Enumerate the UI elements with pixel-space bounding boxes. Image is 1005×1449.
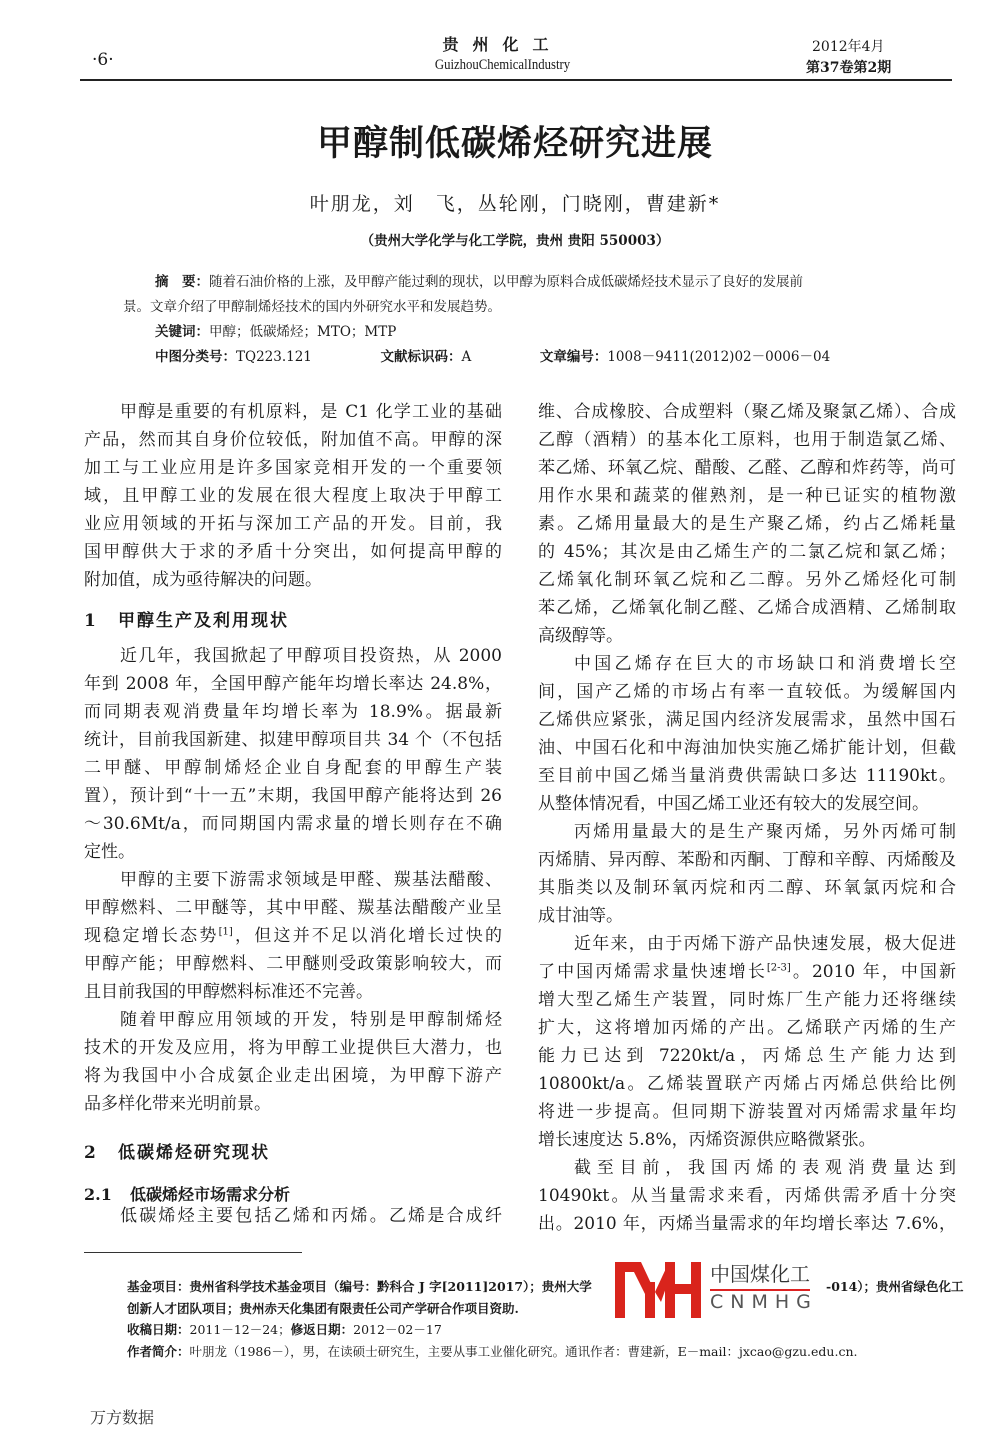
paragraph: [538, 1154, 956, 1238]
text-line: 增大型乙烯生产装置，同时炼厂生产能力还将继续: [538, 990, 956, 1010]
text-line: 成甘油等。: [538, 906, 623, 926]
text-line: 出。2010 年，丙烯当量需求的年均增长率达 7.6%，: [538, 1214, 956, 1234]
right-column: [538, 398, 956, 1238]
text-line: 间，国产乙烯的市场占有率一直较低。为缓解国内: [538, 682, 956, 702]
text-line: 增长速度达 5.8%，丙烯资源供应略微紧张。: [538, 1130, 876, 1150]
text-line: 甲醇是重要的有机原料，是 C1 化学工业的基础: [120, 402, 502, 422]
text-line: 油、中国石化和中海油加快实施乙烯扩能计划，但截: [538, 738, 956, 758]
citation[interactable]: [2-3]: [766, 962, 791, 974]
abstract: [123, 270, 913, 370]
text-line: 乙烯供应紧张，满足国内经济发展需求，虽然中国石: [538, 710, 956, 730]
text-line: 10490kt。从当量需求来看，丙烯供需矛盾十分突: [538, 1186, 956, 1206]
text-line: 而同期表观消费量年均增长率为 18.9%。据最新: [84, 702, 502, 722]
text-line: 扩大，这将增加丙烯的产出。乙烯联产丙烯的生产: [538, 1018, 956, 1038]
doc-code: A: [461, 349, 472, 365]
text-line: 高级醇等。: [538, 626, 623, 646]
paragraph: [538, 818, 956, 930]
citation[interactable]: [1]: [218, 926, 233, 938]
section-heading-2: 2 低碳烯烃研究现状: [84, 1143, 270, 1163]
journal-name-cn: 贵州化工: [442, 35, 563, 54]
paragraph: [538, 650, 956, 818]
paragraph: [538, 398, 956, 650]
paragraph: 低碳烯烃主要包括乙烯和丙烯。乙烯是合成纤: [120, 1206, 502, 1226]
article-no-label: 文章编号：: [539, 349, 608, 365]
text-line: 二甲醚、甲醇制烯烃企业自身配套的甲醇生产装: [84, 758, 502, 778]
journal-name-en: GuizhouChemicalIndustry: [434, 57, 571, 73]
text-line: 加工与工业应用是许多国家竞相开发的一个重要领: [84, 458, 502, 478]
text-line: 业应用领域的开拓与深加工产品的开发。目前，我: [84, 514, 502, 534]
text-line: 用作水果和蔬菜的催熟剂，是一种已证实的植物激: [538, 486, 956, 506]
text-line: 国甲醇供大于求的矛盾十分突出，如何提高甲醇的: [84, 542, 502, 562]
text-line: 乙醇（酒精）的基本化工原料，也用于制造氯乙烯、: [538, 430, 956, 450]
page-number: ·6·: [92, 50, 114, 70]
keywords-label: 关键词：: [155, 324, 209, 340]
text-line: 从整体情况看，中国乙烯工业还有较大的发展空间。: [538, 794, 929, 814]
abstract-text-cont: 景。文章介绍了甲醇制烯烃技术的国内外研究水平和发展趋势。: [123, 299, 501, 315]
text-line: 产品，然而其自身价位较低，附加值不高。甲醇的深: [84, 430, 502, 450]
doc-code-label: 文献标识码：: [380, 349, 462, 365]
text-line: 素。乙烯用量最大的是生产聚乙烯，约占乙烯耗量: [538, 514, 956, 534]
text-line: 年到 2008 年，全国甲醇产能年均增长率达 24.8%，: [84, 674, 502, 694]
paragraph: [84, 398, 502, 594]
footnote-fund-cont: 创新人才团队项目；贵州赤天化集团有限责任公司产学研合作项目资助.: [127, 1301, 519, 1316]
footnote-dates: 收稿日期：2011－12－24；修返日期：2012－02－17: [127, 1322, 442, 1337]
issue-date: 2012年4月: [812, 39, 885, 55]
text-line: 的 45%；其次是由乙烯生产的二氯乙烷和氯乙烯；: [538, 542, 956, 562]
text-line: 将为我国中小合成氨企业走出困境，为甲醇下游产: [84, 1066, 502, 1086]
header-rule: [80, 79, 952, 81]
text-line: 近几年，我国掀起了甲醇项目投资热，从 2000: [120, 646, 502, 666]
issue-volume: 第37卷第2期: [806, 60, 892, 76]
text-line: 中国乙烯存在巨大的市场缺口和消费增长空: [574, 654, 956, 674]
text-line: 苯乙烯、环氧乙烷、醋酸、乙醛、乙醇和炸药等，尚可: [538, 458, 956, 478]
text-line: 置），预计到“十一五”末期，我国甲醇产能将达到 26: [84, 786, 502, 806]
text-line: 苯乙烯，乙烯氧化制乙醛、乙烯合成酒精、乙烯制取: [538, 598, 956, 618]
paragraph: [84, 642, 502, 866]
left-column: [84, 398, 502, 1230]
text-line: ～30.6Mt/a，而同期国内需求量的增长则存在不确: [84, 814, 502, 834]
cnmhg-watermark-logo: 中国煤化工 CNMHG: [615, 1258, 820, 1320]
text-line: 维、合成橡胶、合成塑料（聚乙烯及聚氯乙烯）、合成: [538, 402, 956, 422]
abstract-text: 随着石油价格的上涨，及甲醇产能过剩的现状，以甲醇为原料合成低碳烯烃技术显示了良好的发展前: [209, 274, 803, 290]
logo-mark-icon: [615, 1262, 703, 1318]
section-heading-1: 1 甲醇生产及利用现状: [84, 611, 289, 631]
text-line: 统计，目前我国新建、拟建甲醇项目共 34 个（不包括: [84, 730, 502, 750]
article-authors: 叶朋龙，刘 飞，丛轮刚，门晓刚，曹建新*: [309, 193, 721, 215]
footnote-fund-tail: -014）；贵州省绿色化工: [826, 1279, 964, 1294]
clc-number: TQ223.121: [236, 349, 312, 365]
paragraph: 近年来，由于丙烯下游产品快速发展，极大促进 了中国丙烯需求量快速增长[2-3]。2010 年，中国新 增大型乙烯生产装置，同时炼厂生产能力还将继续 扩大，这将增加丙烯的产出。乙烯联产丙烯的生产 能力已达到 7220kt/a，丙烯总生产能力达到 10800kt/a。乙烯装置联产丙烯占丙烯总供给比例 将进一步提高。但同期下游装置对丙烯需求量年均 增长速度达 5.8%，丙烯资源供应略微紧张。: [538, 930, 956, 1154]
text-line: 能力已达到 7220kt/a，丙烯总生产能力达到: [538, 1046, 956, 1066]
clc-label: 中图分类号：: [155, 349, 236, 365]
text-line: 将进一步提高。但同期下游装置对丙烯需求量年均: [538, 1102, 956, 1122]
text-line: 其脂类以及制环氧丙烷和丙二醇、环氧氯丙烷和合: [538, 878, 956, 898]
article-title: 甲醇制低碳烯烃研究进展: [316, 123, 713, 164]
article-affiliation: （贵州大学化学与化工学院，贵州 贵阳 550003）: [360, 233, 670, 249]
article-number: 1008－9411(2012)02－0006－04: [607, 349, 831, 365]
text-line: 随着甲醇应用领域的开发，特别是甲醇制烯烃: [120, 1010, 502, 1030]
paragraph: 甲醇的主要下游需求领域是甲醛、羰基法醋酸、 甲醇燃料、二甲醚等，其中甲醛、羰基法醋酸产业呈 现稳定增长态势[1]，但这并不足以消化增长过快的 甲醇产能；甲醇燃料、二甲醚则受政策影响较大，而 且目前我国的甲醇燃料标准还不完善。: [84, 870, 502, 1002]
paragraph: [84, 1006, 502, 1118]
text-line: 乙烯氧化制环氧乙烷和乙二醇。另外乙烯烃化可制: [538, 570, 956, 590]
text-line: 丙烯腈、异丙醇、苯酚和丙酮、丁醇和辛醇、丙烯酸及: [538, 850, 956, 870]
source-watermark: 万方数据: [90, 1408, 155, 1427]
abstract-label: 摘 要：: [155, 274, 209, 290]
text-line: 附加值，成为亟待解决的问题。: [84, 570, 322, 590]
text-line: 域，且甲醇工业的发展在很大程度上取决于甲醇工: [84, 486, 502, 506]
keywords: 甲醇；低碳烯烃；MTO；MTP: [209, 324, 397, 340]
footnote-fund: 基金项目：贵州省科学技术基金项目（编号：黔科合 J 字[2011]2017）；贵州大学: [127, 1279, 592, 1294]
text-line: 丙烯用量最大的是生产聚丙烯，另外丙烯可制: [574, 822, 956, 842]
text-line: 至目前中国乙烯当量消费供需缺口多达 11190kt。: [538, 766, 956, 786]
text-line: 品多样化带来光明前景。: [84, 1094, 271, 1114]
footnote-rule: [84, 1252, 302, 1253]
text-line: 10800kt/a。乙烯装置联产丙烯占丙烯总供给比例: [538, 1074, 956, 1094]
text-line: 定性。: [84, 842, 135, 862]
text-line: 技术的开发及应用，将为甲醇工业提供巨大潜力，也: [84, 1038, 502, 1058]
subsection-heading-2-1: 2.1 低碳烯烃市场需求分析: [84, 1185, 291, 1204]
footnote-author: 作者简介：叶朋龙（1986－），男，在读硕士研究生，主要从事工业催化研究。通讯作者：曹建新，E－mail：jxcao@gzu.edu.cn.: [127, 1344, 858, 1359]
text-line: 截至目前，我国丙烯的表观消费量达到: [574, 1158, 956, 1178]
